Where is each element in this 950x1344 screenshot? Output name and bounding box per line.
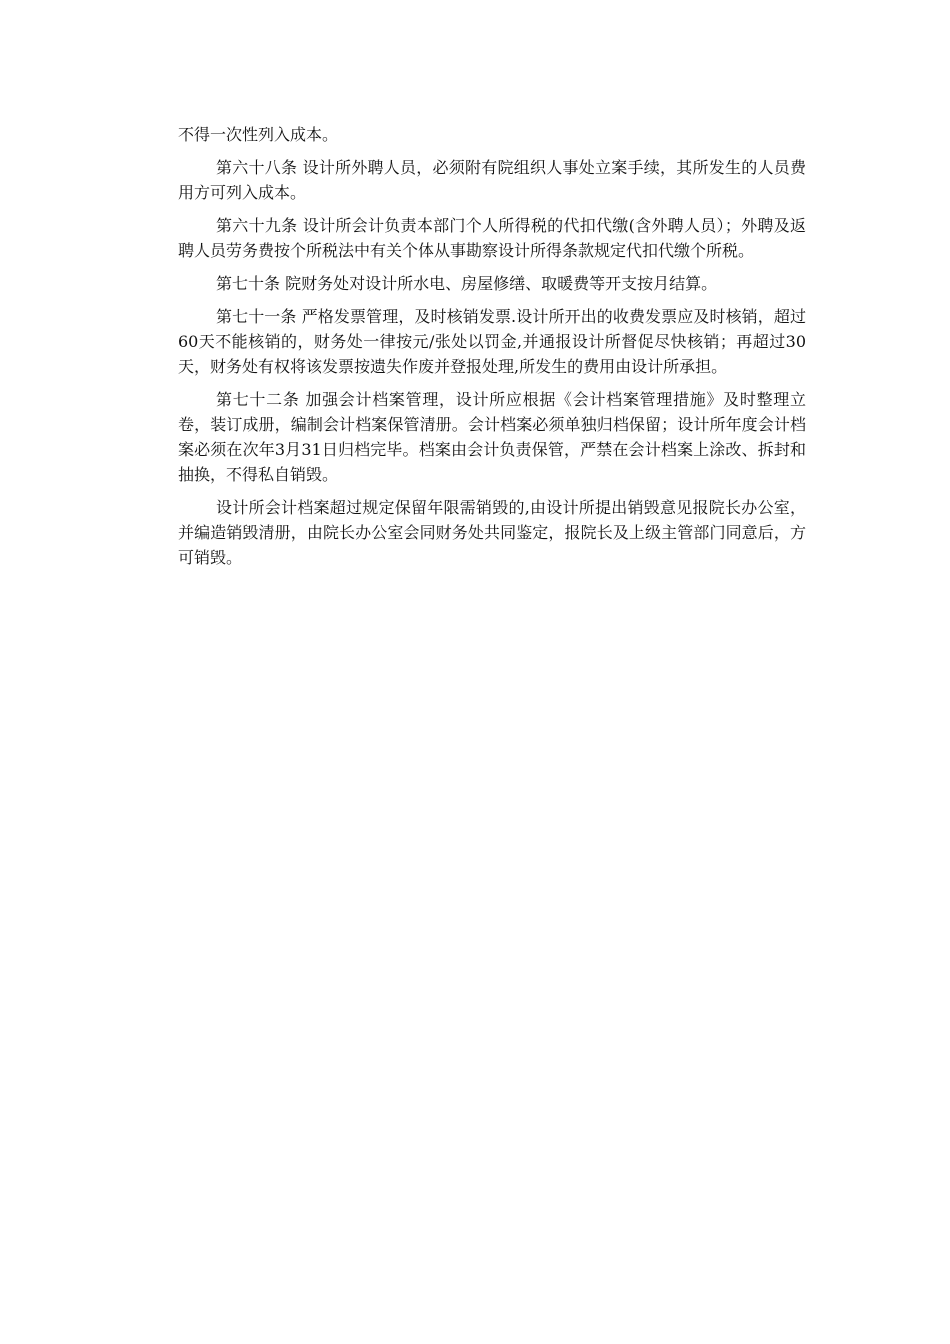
paragraph-article-69: 第六十九条 设计所会计负责本部门个人所得税的代扣代缴(含外聘人员）；外聘及返聘人员劳务费按个所税法中有关个体从事勘察设计所得条款规定代扣代缴个所税。 (178, 216, 806, 260)
paragraph-article-72: 第七十二条 加强会计档案管理，设计所应根据《会计档案管理措施》及时整理立卷，装订成册，编制会计档案保管清册。会计档案必须单独归档保留；设计所年度会计档案必须在次年3月31日归档完毕。档案由会计负责保管，严禁在会计档案上涂改、拆封和抽换，不得私自销毁。 (178, 390, 806, 484)
paragraph-article-70: 第七十条 院财务处对设计所水电、房屋修缮、取暖费等开支按月结算。 (216, 274, 718, 293)
paragraph-article-71: 第七十一条 严格发票管理，及时核销发票.设计所开出的收费发票应及时核销，超过60天不能核销的，财务处一律按元/张处以罚金,并通报设计所督促尽快核销；再超过30天，财务处有权将该发票按遗失作废并登报处理,所发生的费用由设计所承担。 (178, 307, 806, 376)
document-page (178, 122, 806, 578)
paragraph-article-68: 第六十八条 设计所外聘人员，必须附有院组织人事处立案手续，其所发生的人员费用方可列入成本。 (178, 158, 806, 202)
paragraph-continuation: 不得一次性列入成本。 (178, 125, 339, 144)
paragraph-archive-destruction: 设计所会计档案超过规定保留年限需销毁的,由设计所提出销毁意见报院长办公室，并编造销毁清册，由院长办公室会同财务处共同鉴定，报院长及上级主管部门同意后，方可销毁。 (178, 498, 806, 567)
